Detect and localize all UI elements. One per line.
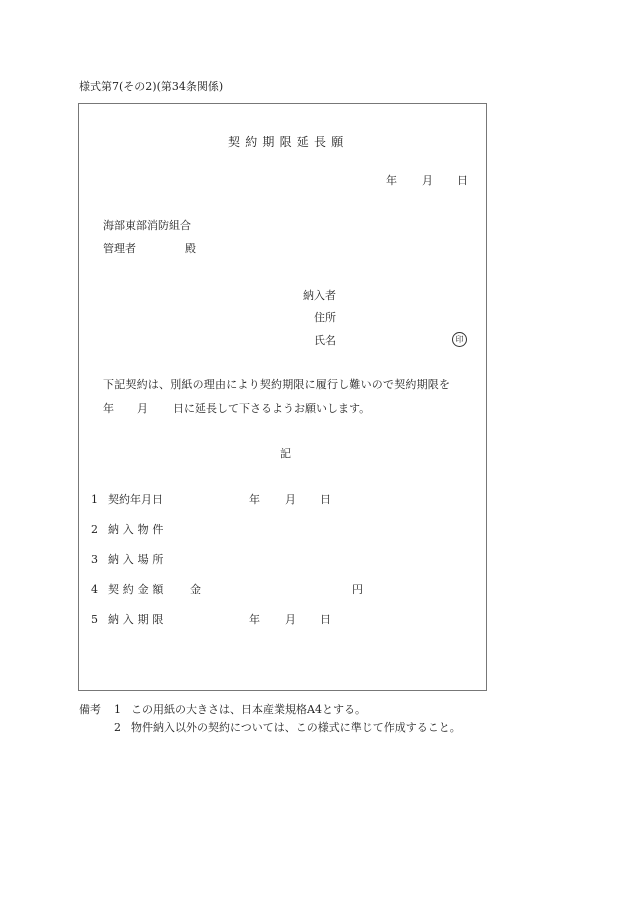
name-label: 氏名 [314,334,336,347]
item-month-label: 月 [285,493,296,506]
date-year-label: 年 [386,174,397,187]
item-month-label: 月 [285,613,296,626]
item-number: 4 [91,583,98,596]
document-title: 契約期限延長願 [228,135,349,149]
form-frame [78,103,487,691]
item-year-label: 年 [249,613,260,626]
item-day-label: 日 [320,493,331,506]
amount-prefix: 金 [190,583,201,596]
item-number: 2 [91,523,98,536]
request-text-line1: 下記契約は、別紙の理由により契約期限に履行し難いので契約期限を [103,378,451,391]
supplier-label: 納入者 [303,289,336,302]
item-year-label: 年 [249,493,260,506]
request-text-line2: 日に延長して下さるようお願いします。 [173,402,371,415]
recipient-position: 管理者 [103,242,136,255]
item-label-goods: 納入物件 [108,523,168,536]
form-identifier: 様式第7(その2)(第34条関係) [79,80,224,93]
note-text: 物件納入以外の契約については、この様式に準じて作成すること。 [131,721,461,734]
item-number: 5 [91,613,98,626]
note-number: 2 [114,721,121,734]
request-year-label: 年 [103,402,114,415]
address-label: 住所 [314,311,336,324]
item-label-contract-amount: 契約金額 [108,583,168,596]
ki-heading: 記 [280,447,291,460]
recipient-honorific: 殿 [185,242,196,255]
date-day-label: 日 [457,174,468,187]
notes-label: 備考 [79,703,101,716]
request-month-label: 月 [137,402,148,415]
date-month-label: 月 [422,174,433,187]
note-text: この用紙の大きさは、日本産業規格A4とする。 [131,703,366,716]
item-number: 1 [91,493,98,506]
item-label-contract-date: 契約年月日 [108,493,163,506]
item-day-label: 日 [320,613,331,626]
amount-suffix: 円 [352,583,363,596]
item-label-delivery-place: 納入場所 [108,553,168,566]
note-number: 1 [114,703,121,716]
recipient-organization: 海部東部消防組合 [103,219,191,232]
seal-icon: 印 [452,332,467,347]
item-number: 3 [91,553,98,566]
item-label-delivery-deadline: 納入期限 [108,613,168,626]
